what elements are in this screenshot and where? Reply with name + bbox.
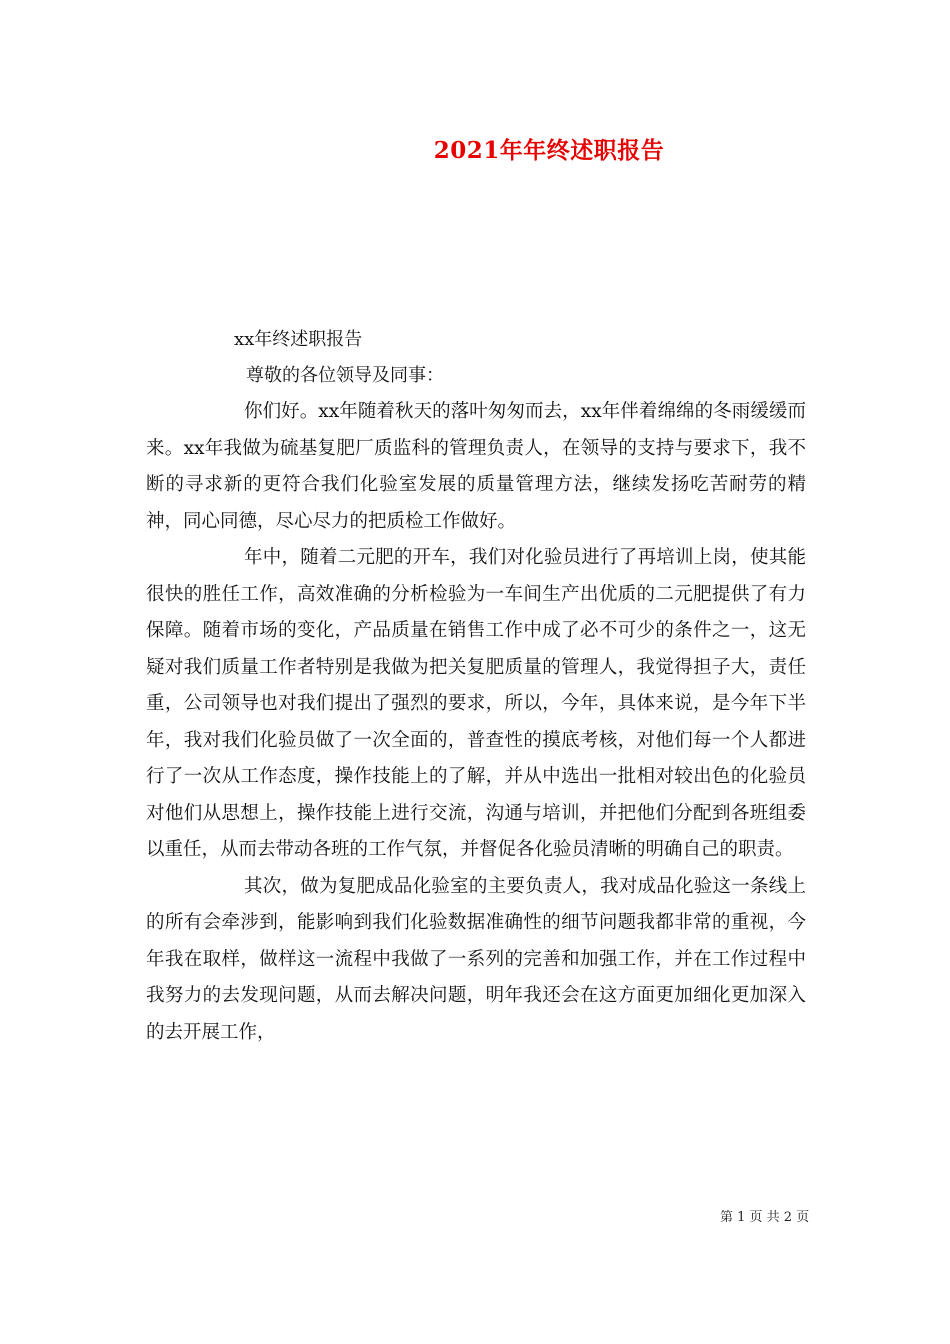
document-body — [146, 322, 806, 1051]
paragraph-mid-year: 年中，随着二元肥的开车，我们对化验员进行了再培训上岗，使其能很快的胜任工作，高效准确的分析检验为一车间生产出优质的二元肥提供了有力保障。随着市场的变化，产品质量在销售工作中成了必不可少的条件之一，这无疑对我们质量工作者特别是我做为把关复肥质量的管理人，我觉得担子大，责任重，公司领导也对我们提出了强烈的要求，所以，今年，具体来说，是今年下半年，我对我们化验员做了一次全面的，普查性的摸底考核，对他们每一个人都进行了一次从工作态度，操作技能上的了解，并从中选出一批相对较出色的化验员对他们从思想上，操作技能上进行交流，沟通与培训，并把他们分配到各班组委以重任，从而去带动各班的工作气氛，并督促各化验员清晰的明确自己的职责。 — [146, 547, 806, 860]
report-heading: xx年终述职报告 — [234, 329, 363, 350]
salutation: 尊敬的各位领导及同事： — [246, 365, 444, 386]
page-footer: 第 1 页 共 2 页 — [720, 1210, 810, 1225]
paragraph-greeting: 你们好。xx年随着秋天的落叶匆匆而去，xx年伴着绵绵的冬雨缓缓而来。xx年我做为硫基复肥厂质监科的管理负责人，在领导的支持与要求下，我不断的寻求新的更符合我们化验室发展的质量管理方法，继续发扬吃苦耐劳的精神，同心同德，尽心尽力的把质检工作做好。 — [146, 401, 806, 532]
document-title: 2021年年终述职报告 — [433, 137, 665, 164]
paragraph-secondly: 其次，做为复肥成品化验室的主要负责人，我对成品化验这一条线上的所有会牵涉到，能影响到我们化验数据准确性的细节问题我都非常的重视，今年我在取样，做样这一流程中我做了一系列的完善和加强工作，并在工作过程中我努力的去发现问题，从而去解决问题，明年我还会在这方面更加细化更加深入的去开展工作， — [146, 875, 806, 1043]
